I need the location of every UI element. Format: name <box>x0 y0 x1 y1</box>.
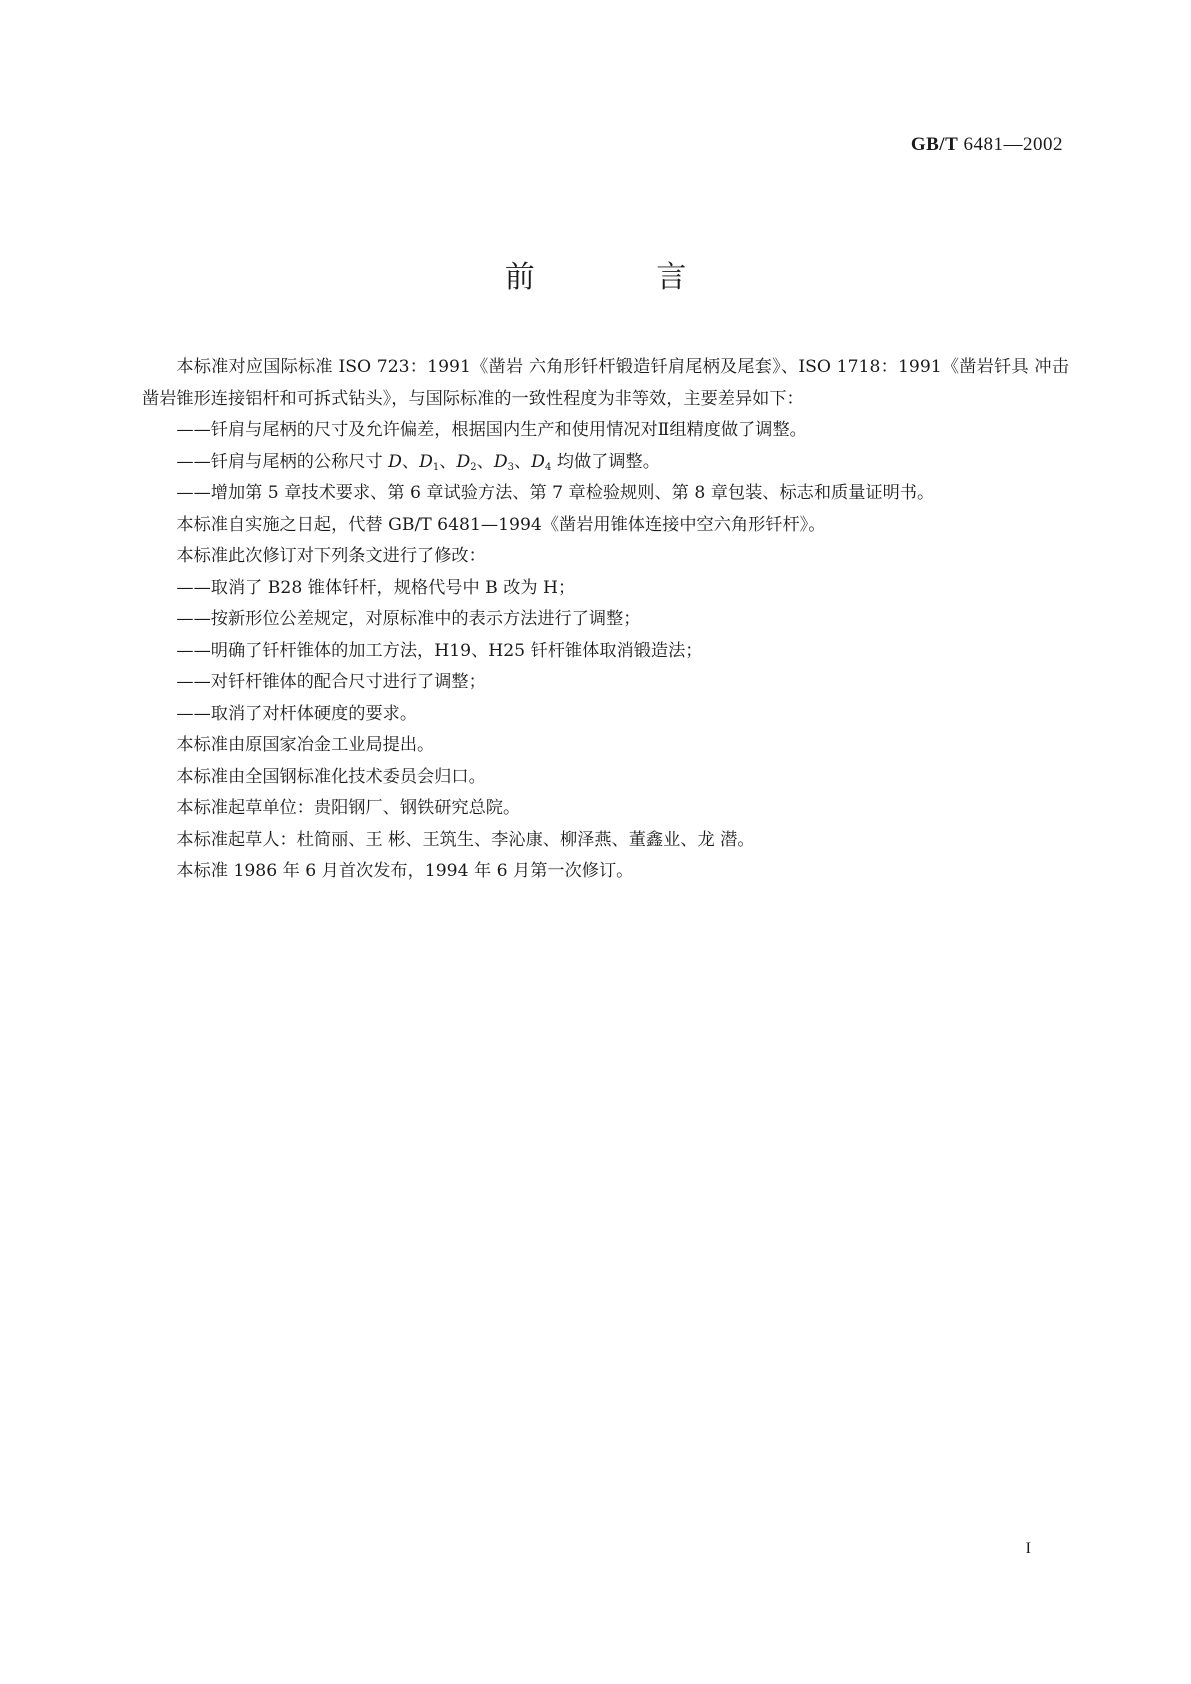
paragraph: 本标准由原国家冶金工业局提出。 <box>176 735 435 755</box>
separator: 、 <box>439 451 457 472</box>
dimension-var: D <box>456 451 471 472</box>
standard-code <box>911 134 1063 156</box>
paragraph: ——钎肩与尾柄的尺寸及允许偏差，根据国内生产和使用情况对Ⅱ组精度做了调整。 <box>176 420 807 440</box>
paragraph: 本标准起草单位：贵阳钢厂、钢铁研究总院。 <box>176 798 521 818</box>
paragraph: ——按新形位公差规定，对原标准中的表示方法进行了调整； <box>176 609 641 629</box>
dimension-var: D <box>531 451 545 472</box>
paragraph: 本标准由全国钢标准化技术委员会归口。 <box>176 766 486 787</box>
paragraph: 本标准 1986 年 6 月首次发布，1994 年 6 月第一次修订。 <box>176 861 634 881</box>
dimension-var: D <box>419 451 433 472</box>
paragraph: 本标准对应国际标准 ISO 723：1991《凿岩 六角形钎杆锻造钎肩尾柄及尾套》、ISO 1718：1991《凿岩钎具 冲击凿岩锥形连接铝杆和可拆式钻头》，与国际标准的一致性程度为非等效，主要差异如下： <box>142 357 1069 409</box>
dimension-var: D <box>493 451 508 472</box>
subscript: 3 <box>507 461 514 473</box>
paragraph: ——对钎杆锥体的配合尺寸进行了调整； <box>176 672 486 692</box>
subscript: 1 <box>432 461 440 473</box>
paragraph: 本标准自实施之日起，代替 GB/T 6481—1994《凿岩用锥体连接中空六角形钎杆》。 <box>176 514 826 535</box>
paragraph: ——增加第 5 章技术要求、第 6 章试验方法、第 7 章检验规则、第 8 章包装、标志和质量证明书。 <box>176 483 935 503</box>
separator: 、 <box>476 451 494 472</box>
paragraph: 本标准起草人：杜简丽、王 彬、王筑生、李沁康、柳泽燕、董鑫业、龙 潜。 <box>176 829 755 850</box>
page-title: 前 言 <box>504 260 743 295</box>
dimension-var: D <box>388 451 402 472</box>
standard-number: 6481—2002 <box>963 134 1063 155</box>
paragraph: ——明确了钎杆锥体的加工方法，H19、H25 钎杆锥体取消锻造法； <box>176 640 703 661</box>
separator: 、 <box>513 451 532 472</box>
subscript: 2 <box>470 461 477 473</box>
paragraph: 本标准此次修订对下列条文进行了修改： <box>176 546 486 566</box>
subscript: 4 <box>544 461 552 473</box>
dimension-paragraph <box>142 447 1069 479</box>
paragraph: ——取消了对杆体硬度的要求。 <box>176 703 418 724</box>
paragraph: ——取消了 B28 锥体钎杆，规格代号中 B 改为 H； <box>176 577 576 598</box>
dimension-suffix: 均做了调整。 <box>551 451 660 472</box>
foreword-body <box>142 352 1069 888</box>
separator: 、 <box>401 451 420 472</box>
page-number: I <box>1025 1540 1031 1557</box>
standard-prefix: GB/T <box>910 134 959 155</box>
dimension-prefix: ——钎肩与尾柄的公称尺寸 <box>176 451 389 472</box>
